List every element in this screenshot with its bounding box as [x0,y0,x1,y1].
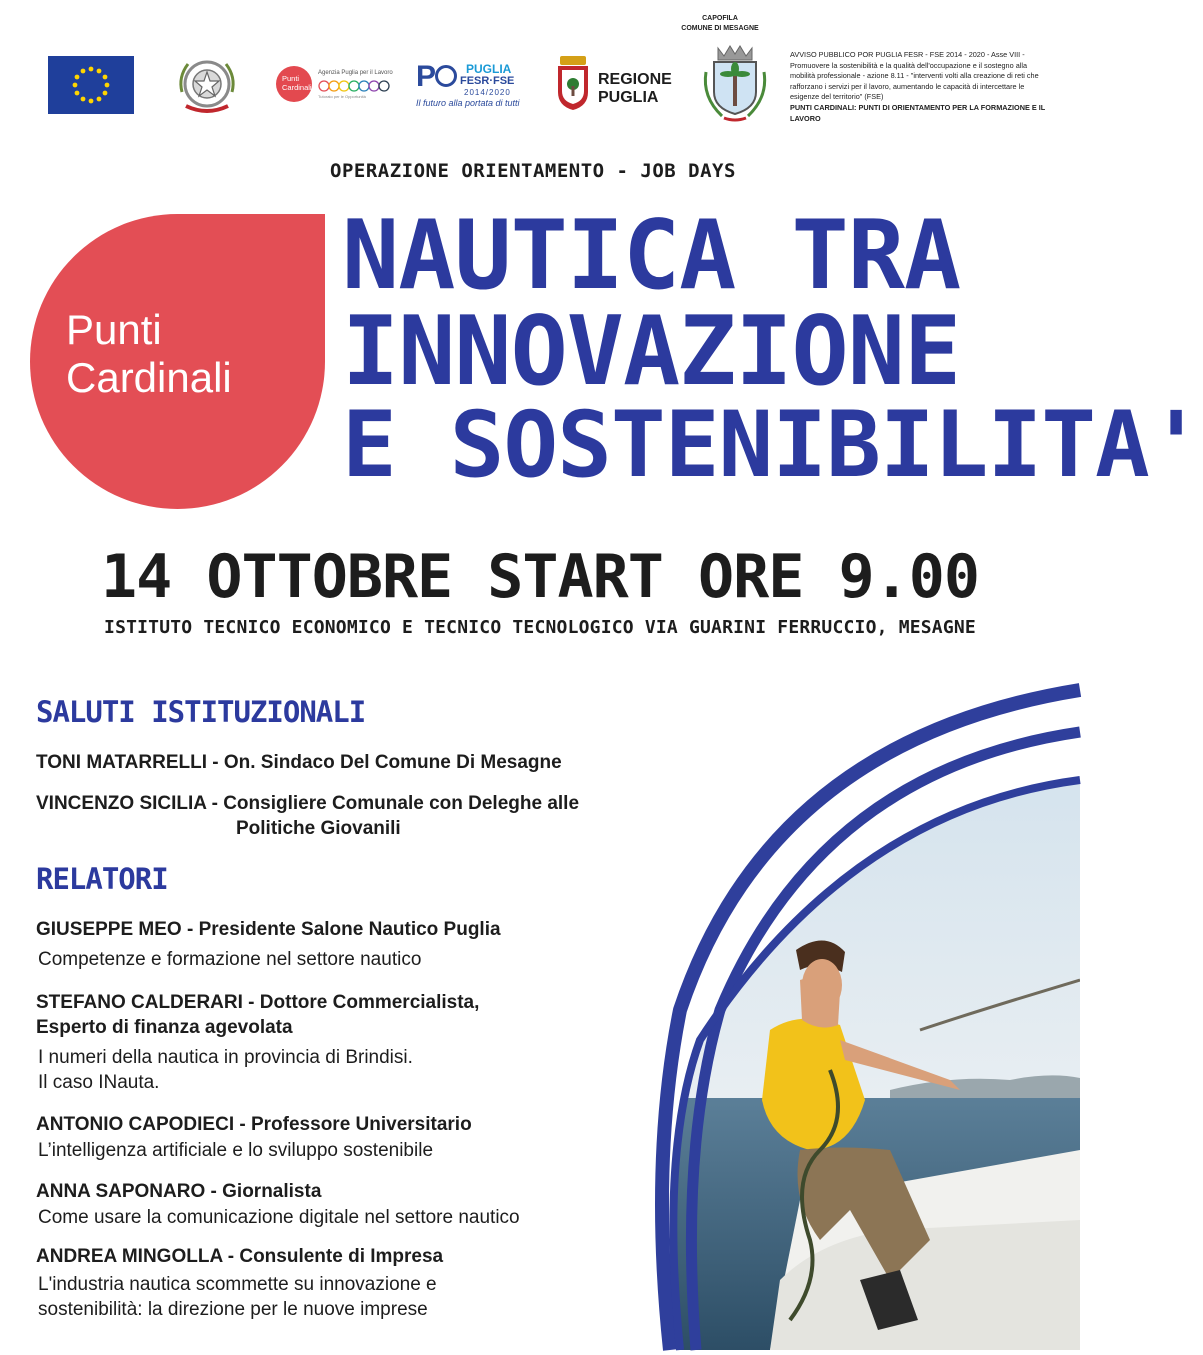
italian-republic-emblem-icon [172,52,242,120]
brand-badge-text [66,306,232,402]
regione-puglia-text [598,71,672,107]
speaker-name: STEFANO CALDERARI [36,992,243,1013]
person-role-continued: Politiche Giovanili [236,818,401,839]
topic-line-1: L'industria nautica scommette su innovazione e [38,1274,437,1295]
speaker-3 [36,1112,472,1137]
pf-years: 2014/2020 [464,88,511,97]
regione-puglia-shield-icon [556,56,590,110]
pc-small-name [282,74,312,92]
pf-fund: FESR·FSE [460,75,515,87]
saluti-heading: SALUTI ISTITUZIONALI [36,695,366,729]
puglia-word: PUGLIA [598,89,659,106]
event-venue: ISTITUTO TECNICO ECONOMICO E TECNICO TECNOLOGICO VIA GUARINI FERRUCCIO, MESAGNE [104,617,976,638]
pc-small-sub: Tutorato per le Opportunità [318,94,366,99]
mesagne-crest-icon [698,42,772,122]
speaker-4-topic: Come usare la comunicazione digitale nel settore nautico [38,1207,520,1228]
speaker-5-topic [38,1272,437,1322]
speaker-role: - Consulente di Impresa [222,1246,444,1267]
event-kicker: OPERAZIONE ORIENTAMENTO - JOB DAYS [330,160,736,182]
speaker-4 [36,1179,321,1204]
speaker-name: ANTONIO CAPODIECI [36,1114,235,1135]
saluti-person-2 [36,791,579,841]
capofila-comune: COMUNE DI MESAGNE [681,25,759,32]
capofila-title: CAPOFILA [702,15,738,22]
event-date: 14 OTTOBRE START ORE 9.00 [100,542,980,612]
speaker-2 [36,990,479,1040]
speaker-role: - Giornalista [205,1181,322,1202]
person-name: TONI MATARRELLI [36,752,207,773]
speaker-name: ANNA SAPONARO [36,1181,206,1202]
brand-word-punti: Punti [66,306,162,353]
person-name: VINCENZO SICILIA [36,793,207,814]
pf-circle [435,65,457,87]
eu-flag-icon [48,56,134,114]
capofila-label [676,14,764,34]
speaker-role-continued: Esperto di finanza agevolata [36,1017,293,1038]
speaker-role: - Professore Universitario [234,1114,472,1135]
topic-line-2: Il caso INauta. [38,1072,160,1093]
topic-line-2: sostenibilità: la direzione per le nuove imprese [38,1299,428,1320]
event-title-line-2: INNOVAZIONE [342,297,961,407]
sailor-photo [650,680,1080,1350]
relatori-heading: RELATORI [36,862,168,896]
speaker-role: - Dottore Commercialista, [242,992,480,1013]
brand-word-cardinali: Cardinali [66,354,232,401]
avviso-body: AVVISO PUBBLICO POR PUGLIA FESR - FSE 2014 - 2020 - Asse VIII - Promuovere la sostenibilità e la qualità dell'occupazione e il sostegno alla mobilità professionale - azione 8.11 - "interventi volti alla creazione di reti che rafforzano i servizi per il lavoro, aumentando le capacità di intercettare le esigenze del territorio" (FSE) [790,50,1039,102]
avviso-pubblico-text [790,50,1052,124]
puglia-fesr-fse-logo-icon [414,60,530,112]
speaker-1-topic: Competenze e formazione nel settore nautico [38,949,422,970]
speaker-3-topic: L’intelligenza artificiale e lo sviluppo sostenibile [38,1140,434,1161]
speaker-1 [36,917,501,942]
regione-word: REGIONE [598,71,672,88]
person-role: - Consigliere Comunale con Deleghe alle [206,793,580,814]
punti-cardinali-brand-badge [30,214,325,509]
pc-small-name-line1: Punti [282,74,300,83]
pc-small-name-line2: Cardinali [282,83,312,92]
regione-puglia-logo [556,56,676,112]
saluti-person-1 [36,750,562,775]
pf-tagline: Il futuro alla portata di tutti [416,98,520,108]
speaker-name: GIUSEPPE MEO [36,919,182,940]
pc-small-agency: Agenzia Puglia per il Lavoro [318,70,393,76]
topic-line-1: I numeri della nautica in provincia di Brindisi. [38,1047,413,1068]
punti-cardinali-small-circle [276,66,312,102]
pf-puglia: PUGLIA [466,62,512,76]
pf-letter: P [416,60,437,93]
punti-cardinali-logo-icon [276,66,402,102]
speaker-role: - Presidente Salone Nautico Puglia [181,919,501,940]
person-role: - On. Sindaco Del Comune Di Mesagne [206,752,562,773]
colored-rings-icon [318,80,398,92]
event-title-line-1: NAUTICA TRA [342,201,961,311]
speaker-name: ANDREA MINGOLLA [36,1246,223,1267]
avviso-project: PUNTI CARDINALI: PUNTI DI ORIENTAMENTO PER LA FORMAZIONE E IL LAVORO [790,102,1046,123]
speaker-5 [36,1244,443,1269]
event-title-line-3: E SOSTENIBILITA' [342,393,1203,498]
speaker-2-topic [38,1045,413,1095]
